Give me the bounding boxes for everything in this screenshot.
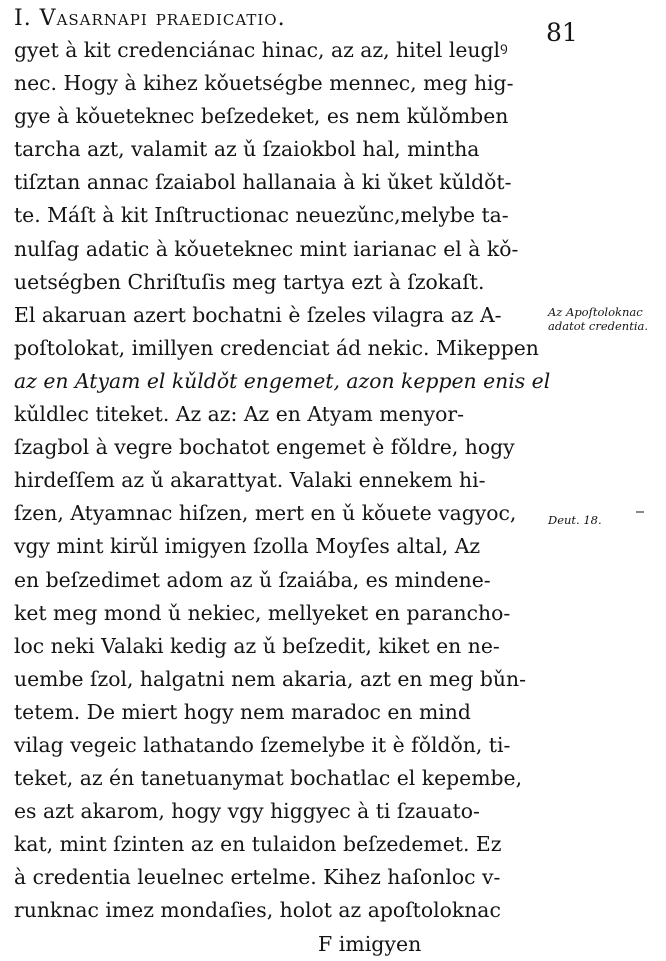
text-line: hirdeſſem az ǔ akarattyat. Valaki ennekem hi- bbox=[14, 468, 486, 493]
margin-note-deuteronomy: Deut. 18. bbox=[548, 513, 602, 527]
text-line: vilag vegeic lathatando ſzemelybe it è fǒldǒn, ti- bbox=[14, 732, 511, 757]
text-line: kǔldlec titeket. Az az: Az en Atyam menyor- bbox=[14, 402, 465, 427]
page-number: 81 bbox=[546, 18, 578, 47]
body-text bbox=[14, 34, 554, 961]
text-line: te. Máſt à kit Inſtructionac neuezǔnc,melybe ta- bbox=[14, 203, 509, 228]
text-line: ket meg mond ǔ nekiec, mellyeket en parancho- bbox=[14, 600, 511, 625]
text-line: uetségben Chriſtuſis meg tartya ezt à ſzokaſt. bbox=[14, 269, 485, 294]
signature-catchword-line: F imigyen bbox=[318, 931, 422, 956]
text-line: kat, mint ſzinten az en tulaidon beſzedemet. Ez bbox=[14, 832, 502, 857]
running-title: I. Vasarnapi praedicatio. bbox=[14, 6, 286, 31]
text-line: vgy mint kirǔl imigyen ſzolla Moyſes altal, Az bbox=[14, 534, 481, 559]
text-line: runknac imez mondaſies, holot az apoſtoloknac bbox=[14, 898, 501, 923]
text-line: loc neki Valaki kedig az ǔ beſzedit, kiket en ne- bbox=[14, 633, 500, 658]
text-line: nulſag adatic à kǒueteknec mint iarianac el à kǒ- bbox=[14, 236, 519, 261]
ink-mark bbox=[636, 511, 644, 513]
text-line: tarcha azt, valamit az ǔ ſzaiokbol hal, mintha bbox=[14, 137, 480, 162]
text-line: poſtolokat, imillyen credenciat ád nekic. Mikeppen bbox=[14, 335, 539, 360]
margin-note-apostles: Az Apoſtoloknac adatot credentia. bbox=[548, 305, 649, 333]
text-line: ſzagbol à vegre bochatot engemet è fǒldre, hogy bbox=[14, 435, 515, 460]
text-line: teket, az én tanetuanymat bochatlac el kepembe, bbox=[14, 766, 523, 791]
text-line: uembe ſzol, halgatni nem akaria, azt en meg bǔn- bbox=[14, 666, 526, 691]
text-line: tiſztan annac ſzaiabol hallanaia à ki ǔket kǔldǒt- bbox=[14, 170, 512, 195]
text-line: en beſzedimet adom az ǔ ſzaiába, es mindene- bbox=[14, 567, 491, 592]
text-line: tetem. De miert hogy nem maradoc en mind bbox=[14, 699, 471, 724]
text-line: ſzen, Atyamnac hiſzen, mert en ǔ kǒuete vagyoc, bbox=[14, 501, 517, 526]
text-line: nec. Hogy à kihez kǒuetségbe mennec, meg hig- bbox=[14, 71, 514, 96]
text-line: gye à kǒueteknec beſzedeket, es nem kǔlǒmben bbox=[14, 104, 509, 129]
text-line: az en Atyam el kǔldǒt engemet, azon keppen enis el bbox=[14, 368, 551, 393]
text-line: gyet à kit credenciánac hinac, az az, hitel leuglꝰ bbox=[14, 38, 508, 62]
text-line: es azt akarom, hogy vgy higgyec à ti ſzauato- bbox=[14, 799, 480, 824]
text-line: El akaruan azert bochatni è ſzeles vilagra az A- bbox=[14, 302, 502, 327]
text-line: à credentia leuelnec ertelme. Kihez haſonloc v- bbox=[14, 865, 501, 890]
